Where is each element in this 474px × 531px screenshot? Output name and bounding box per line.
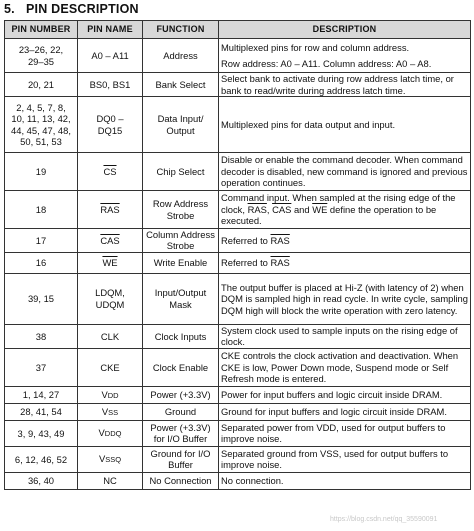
description-cell (219, 420, 471, 446)
pin-name-sub: SSQ (105, 455, 122, 465)
table-body (5, 39, 471, 490)
pin-name-cell (78, 324, 143, 348)
pin-name-line: BS0, BS1 (89, 78, 131, 90)
table-row (5, 386, 471, 403)
pin-name-cell (78, 386, 143, 403)
function-cell (143, 97, 219, 153)
pin-name-cell (78, 252, 143, 273)
header-pin-number: PIN NUMBER (5, 21, 78, 39)
pin-number-cell (5, 39, 78, 73)
function-cell (143, 191, 219, 229)
pin-name-cell (78, 403, 143, 420)
pin-name-cell (78, 472, 143, 489)
description-cell (219, 446, 471, 472)
pin-description-table (4, 20, 471, 490)
description-cell (219, 472, 471, 489)
function-line: Clock Inputs (154, 330, 207, 342)
pin-number-line: 38 (35, 330, 47, 342)
signal-we: $\overline{WE}$ (312, 203, 328, 215)
pin-number-line: 2, 4, 5, 7, 8, (16, 101, 66, 113)
pin-number-cell (5, 191, 78, 229)
description-text: Referred to (221, 234, 271, 246)
pin-name-line: DQ0 – (96, 113, 124, 125)
function-cell (143, 273, 219, 324)
function-line: Write Enable (153, 257, 208, 269)
description-paragraph: Ground for input buffers and logic circuit inside DRAM. (221, 406, 447, 418)
table-header-row (5, 21, 471, 39)
pin-name-overlined: $\overline{CS}$ (103, 165, 117, 177)
section-number: 5. (4, 2, 15, 16)
description-paragraph: Row address: A0 – A11. Column address: A0 – A8. (221, 57, 432, 69)
description-sep: and (291, 203, 313, 215)
description-paragraph: Separated ground from VSS, used for output buffers to improve noise. (221, 447, 449, 471)
function-cell (143, 403, 219, 420)
description-paragraph: Disable or enable the command decoder. When command decoder is disabled, new command is ignored and previous operation continues. (221, 154, 468, 189)
pin-name-line: LDQM, (95, 287, 125, 299)
description-paragraph: The output buffer is placed at Hi-Z (with latency of 2) when DQM is sampled high in read cycle. In write cycle, sampling DQM high will block the write operation with zero latency. (221, 281, 468, 316)
description-paragraph: Multiplexed pins for data output and input. (221, 118, 396, 130)
header-function: FUNCTION (143, 21, 219, 39)
header-description: DESCRIPTION (219, 21, 471, 39)
pin-number-line: 6, 12, 46, 52 (14, 453, 68, 465)
function-line: Power (+3.3V) (150, 421, 211, 433)
pin-number-line: 18 (35, 203, 47, 215)
pin-name-cell (78, 420, 143, 446)
function-cell (143, 472, 219, 489)
pin-name-cell (78, 97, 143, 153)
pin-number-cell (5, 273, 78, 324)
pin-number-line: 16 (35, 257, 47, 269)
pin-name-cell (78, 191, 143, 229)
pin-name-line: A0 – A11 (91, 49, 129, 61)
function-line: Ground for I/O (150, 447, 211, 459)
function-line: Ground (164, 406, 197, 418)
description-cell (219, 348, 471, 386)
pin-number-line: 1, 14, 27 (22, 389, 60, 401)
pin-name-cell (78, 348, 143, 386)
function-cell (143, 420, 219, 446)
pin-number-line: 39, 15 (27, 293, 55, 305)
pin-name-base: V (98, 453, 106, 465)
signal-ras: $\overline{RAS}$ (270, 257, 290, 269)
description-text: Command input. When sampled at the rising edge of the clock, (221, 192, 456, 215)
pin-number-cell (5, 420, 78, 446)
description-paragraph: No connection. (221, 475, 284, 487)
pin-number-cell (5, 386, 78, 403)
description-text: Referred to (221, 257, 271, 269)
function-line: Strobe (166, 209, 195, 221)
pin-number-cell (5, 252, 78, 273)
pin-name-cell (78, 39, 143, 73)
pin-number-cell (5, 472, 78, 489)
pin-name-line: UDQM (95, 298, 125, 310)
description-cell (219, 97, 471, 153)
pin-name-sub: SS (108, 407, 119, 417)
signal-ras: $\overline{RAS}$ (270, 234, 290, 246)
function-line: Input/Output (154, 287, 207, 299)
function-line: Buffer (168, 459, 193, 471)
pin-name-line: DQ15 (97, 124, 123, 136)
description-text: define the operation to be executed. (221, 203, 437, 227)
pin-name-base: V (98, 427, 105, 439)
pin-name-overlined: $\overline{CAS}$ (100, 234, 120, 246)
description-paragraph: Select bank to activate during row address latch time, or bank to read/write during address latch time. (221, 73, 454, 96)
function-cell (143, 348, 219, 386)
function-cell (143, 229, 219, 253)
description-cell (219, 252, 471, 273)
pin-number-cell (5, 403, 78, 420)
section-heading (4, 1, 139, 17)
pin-number-cell (5, 324, 78, 348)
description-sep: , (266, 203, 273, 215)
function-line: No Connection (149, 475, 212, 487)
pin-number-cell (5, 153, 78, 191)
description-cell (219, 73, 471, 97)
pin-name-cell (78, 73, 143, 97)
pin-number-line: 20, 21 (27, 78, 55, 90)
table-row (5, 191, 471, 229)
table-row (5, 153, 471, 191)
pin-number-line: 50, 51, 53 (20, 135, 62, 147)
description-cell (219, 191, 471, 229)
function-line: Clock Enable (152, 361, 209, 373)
description-cell (219, 153, 471, 191)
description-cell (219, 39, 471, 73)
watermark: https://blog.csdn.net/qq_35590091 (330, 516, 438, 523)
function-cell (143, 324, 219, 348)
table-row (5, 97, 471, 153)
description-paragraph: System clock used to sample inputs on the rising edge of clock. (221, 324, 458, 348)
function-cell (143, 446, 219, 472)
function-line: Data Input/ (157, 113, 204, 125)
description-cell (219, 403, 471, 420)
pin-number-line: 10, 11, 13, 42, (11, 113, 71, 125)
pin-name-cell (78, 446, 143, 472)
description-paragraph: CKE controls the clock activation and deactivation. When CKE is low, Power Down mode, Suspend mode or Self Refresh mode is entered. (221, 350, 459, 385)
function-line: Power (+3.3V) (150, 389, 211, 401)
function-cell (143, 252, 219, 273)
function-cell (143, 39, 219, 73)
function-cell (143, 386, 219, 403)
function-line: Row Address (152, 198, 209, 210)
table-row (5, 324, 471, 348)
table-row (5, 446, 471, 472)
function-line: Chip Select (156, 165, 205, 177)
table-row (5, 229, 471, 253)
table-row (5, 73, 471, 97)
table-row (5, 252, 471, 273)
pin-number-line: 29–35 (27, 55, 55, 67)
function-line: Address (163, 49, 198, 61)
signal-cas: $\overline{CAS}$ (272, 203, 292, 215)
pin-number-cell (5, 229, 78, 253)
pin-name-line: CKE (100, 361, 120, 373)
function-cell (143, 73, 219, 97)
function-line: Output (166, 124, 195, 136)
signal-ras: $\overline{RAS}$ (247, 203, 267, 215)
table-row (5, 420, 471, 446)
description-paragraph: Power for input buffers and logic circuit inside DRAM. (221, 389, 443, 401)
table-row (5, 472, 471, 489)
pin-name-overlined: $\overline{WE}$ (102, 257, 118, 269)
pin-name-line: CLK (100, 330, 120, 342)
pin-number-cell (5, 348, 78, 386)
table-row (5, 348, 471, 386)
pin-number-line: 28, 41, 54 (20, 406, 62, 418)
pin-name-sub: DD (107, 390, 119, 400)
function-line: Bank Select (155, 78, 206, 90)
table-row (5, 403, 471, 420)
pin-name-base: V (101, 405, 109, 417)
table-row (5, 273, 471, 324)
pin-number-line: 23–26, 22, (18, 44, 64, 56)
pin-number-line: 36, 40 (27, 475, 55, 487)
pin-name-sub: DDQ (104, 429, 122, 439)
function-line: Column Address (146, 229, 215, 240)
function-cell (143, 153, 219, 191)
pin-name-base: V (101, 388, 108, 400)
pin-number-line: 3, 9, 43, 49 (17, 427, 65, 439)
description-paragraph: Separated power from VDD, used for output buffers to improve noise. (221, 421, 446, 445)
pin-number-cell (5, 73, 78, 97)
header-pin-name: PIN NAME (78, 21, 143, 39)
description-paragraph: Multiplexed pins for row and column address. (221, 42, 410, 54)
description-cell (219, 324, 471, 348)
description-cell (219, 386, 471, 403)
pin-name-line: NC (103, 475, 117, 487)
function-line: for I/O Buffer (153, 433, 208, 445)
section-title: PIN DESCRIPTION (26, 2, 139, 16)
function-line: Mask (169, 298, 192, 310)
description-cell (219, 229, 471, 253)
pin-number-line: 17 (35, 234, 47, 246)
pin-name-cell (78, 273, 143, 324)
pin-name-cell (78, 229, 143, 253)
pin-name-overlined: $\overline{RAS}$ (100, 203, 120, 215)
pin-number-cell (5, 97, 78, 153)
pin-number-line: 37 (35, 361, 47, 373)
table-row (5, 39, 471, 73)
pin-number-line: 19 (35, 165, 47, 177)
pin-number-cell (5, 446, 78, 472)
description-cell (219, 273, 471, 324)
pin-number-line: 44, 45, 47, 48, (11, 124, 71, 136)
pin-name-cell (78, 153, 143, 191)
function-line: Strobe (166, 240, 195, 252)
